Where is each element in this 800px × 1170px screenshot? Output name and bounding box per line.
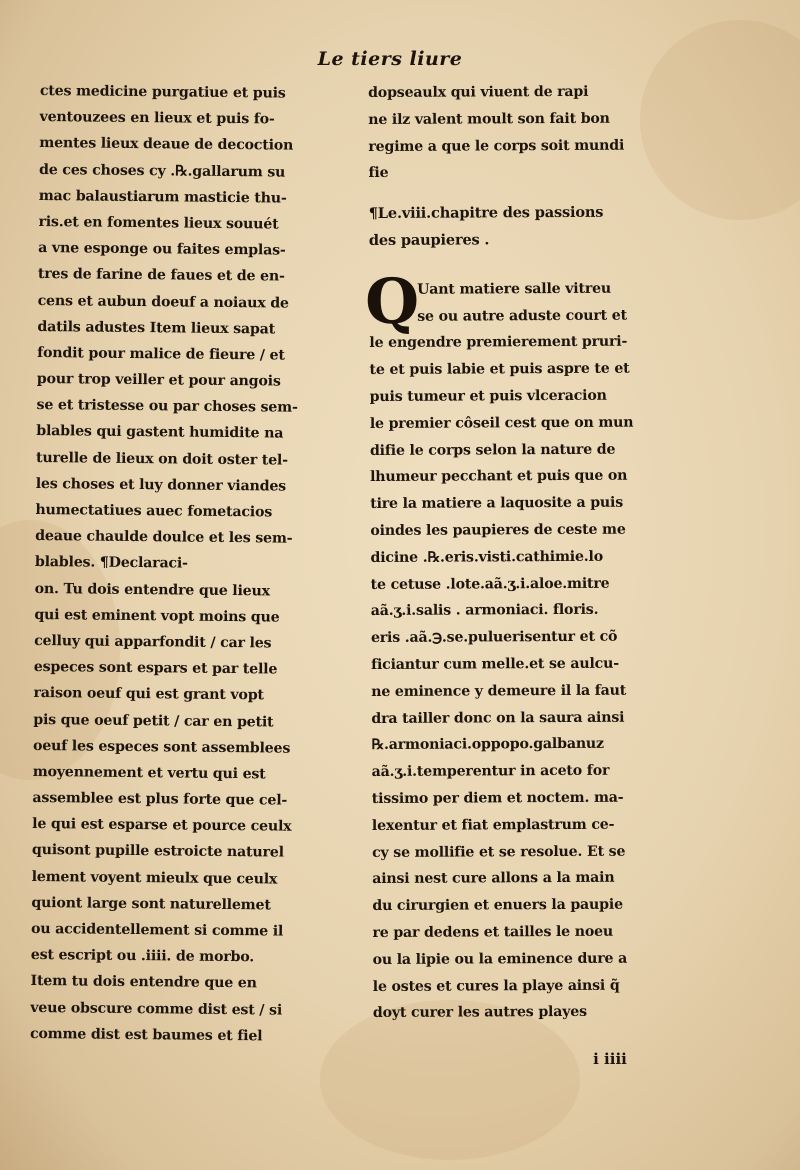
- text-line: ctes medicine purgatiue et puis: [39, 82, 286, 102]
- drop-cap-initial: Q: [364, 264, 420, 338]
- text-line: blables. ¶Declaraci-: [34, 554, 188, 572]
- text-line: cy se mollifie et se resolue. Et se: [372, 843, 626, 861]
- text-line: deaue chaulde doulce et les sem-: [35, 528, 293, 547]
- text-line: ¶Le.viii.chapitre des passions: [368, 203, 604, 223]
- text-line: fie: [368, 165, 389, 182]
- text-line: ris.et en fomentes lieux souuét: [38, 213, 279, 233]
- text-line: ou la lipie ou la eminence dure a: [372, 950, 628, 968]
- text-line: cens et aubun doeuf a noiaux de: [37, 292, 289, 312]
- text-line: est escript ou .iiii. de morbo.: [30, 947, 255, 966]
- text-line: datils adustes Item lieux sapat: [37, 318, 276, 338]
- text-line: des paupieres .: [368, 231, 490, 249]
- running-title: Le tiers liure: [317, 48, 463, 70]
- right-text-column: [364, 78, 678, 1027]
- text-line: lhumeur pecchant et puis que on: [370, 468, 628, 486]
- text-line: te cetuse .lote.aã.ʒ.i.aloe.mitre: [370, 575, 610, 593]
- text-line: fondit pour malice de fieure / et: [37, 344, 285, 364]
- chapter-heading: [369, 200, 674, 255]
- text-line: aã.ʒ.i.temperentur in aceto for: [371, 762, 610, 781]
- text-line: du cirurgien et enuers la paupie: [372, 896, 623, 915]
- text-line: tres de farine de faues et de en-: [37, 266, 285, 285]
- chapter-body: [364, 264, 678, 1027]
- text-line: difie le corps selon la nature de: [369, 441, 616, 459]
- text-line: dopseaulx qui viuent de rapi: [368, 83, 589, 101]
- text-line: ficiantur cum melle.et se aulcu-: [371, 655, 619, 673]
- text-line: ventouzees en lieux et puis fo-: [39, 109, 275, 128]
- text-line: on. Tu dois entendre que lieux: [34, 580, 270, 599]
- text-line: dra tailler donc on la saura ainsi: [371, 709, 625, 727]
- left-text-column: [30, 78, 350, 1050]
- text-line: le engendre premierement pruri-: [369, 334, 628, 352]
- text-line: se et tristesse ou par choses sem-: [36, 397, 298, 416]
- text-line: se ou autre aduste court et: [417, 307, 627, 325]
- text-line: ainsi nest cure allons a la main: [372, 870, 615, 888]
- text-line: ne ilz valent moult son fait bon: [368, 110, 610, 128]
- text-line: quisont pupille estroicte naturel: [31, 842, 284, 862]
- text-line: te et puis labie et puis aspre te et: [369, 360, 630, 379]
- text-line: re par dedens et tailles le noeu: [372, 923, 614, 941]
- text-line: ou accidentellement si comme il: [31, 920, 284, 940]
- text-line: ne eminence y demeure il la faut: [371, 682, 627, 700]
- text-line: les choses et luy donner viandes: [35, 475, 287, 495]
- text-line: pour trop veiller et pour angois: [36, 371, 281, 390]
- text-line: quiont large sont naturellemet: [31, 894, 271, 914]
- text-line: lement voyent mieulx que ceulx: [31, 868, 278, 888]
- text-line: pis que oeuf petit / car en petit: [33, 711, 274, 730]
- text-line: oindes les paupieres de ceste me: [370, 521, 626, 539]
- text-line: especes sont espars et par telle: [33, 659, 278, 678]
- text-line: mentes lieux deaue de decoction: [39, 135, 294, 155]
- text-line: raison oeuf qui est grant vopt: [33, 685, 264, 704]
- text-line: eris .aã.℈.se.puluerisentur et cõ: [370, 628, 618, 647]
- text-line: celluy qui apparfondit / car les: [34, 632, 272, 652]
- text-line: blables qui gastent humidite na: [36, 423, 284, 443]
- text-line: lexentur et fiat emplastrum ce-: [371, 816, 615, 834]
- right-column-opening-text: [368, 78, 674, 187]
- text-line: Uant matiere salle vitreu: [417, 280, 612, 298]
- text-line: turelle de lieux on doit oster tel-: [35, 449, 288, 469]
- text-line: tire la matiere a laquosite a puis: [370, 494, 624, 513]
- text-line: a vne esponge ou faites emplas-: [38, 240, 286, 259]
- text-line: qui est eminent vopt moins que: [34, 606, 280, 626]
- text-line: tissimo per diem et noctem. ma-: [371, 789, 624, 807]
- text-line: le ostes et cures la playe ainsi q̃: [372, 977, 620, 995]
- text-line: doyt curer les autres playes: [372, 1004, 587, 1022]
- text-line: assemblee est plus forte que cel-: [32, 790, 288, 809]
- text-line: de ces choses cy .℞.gallarum su: [38, 161, 286, 181]
- text-line: Item tu dois entendre que en: [30, 973, 257, 992]
- text-line: moyennement et vertu qui est: [32, 763, 266, 783]
- text-line: regime a que le corps soit mundi: [368, 137, 625, 155]
- text-line: humectatiues auec fometacios: [35, 501, 273, 521]
- text-line: le premier côseil cest que on mun: [369, 414, 634, 432]
- text-line: oeuf les especes sont assemblees: [32, 737, 291, 757]
- text-line: comme dist est baumes et fiel: [29, 1025, 263, 1045]
- text-line: le qui est esparse et pource ceulx: [32, 816, 292, 835]
- text-line: veue obscure comme dist est / si: [30, 999, 283, 1019]
- text-line: mac balaustiarum masticie thu-: [38, 187, 287, 207]
- text-line: puis tumeur et puis vlceracion: [369, 387, 607, 405]
- signature-mark: i iiii: [593, 1050, 627, 1068]
- text-line: aã.ʒ.i.salis . armoniaci. floris.: [370, 602, 599, 620]
- text-line: dicine .℞.eris.visti.cathimie.lo: [370, 548, 603, 566]
- text-line: ℞.armoniaci.oppopo.galbanuz: [371, 736, 604, 754]
